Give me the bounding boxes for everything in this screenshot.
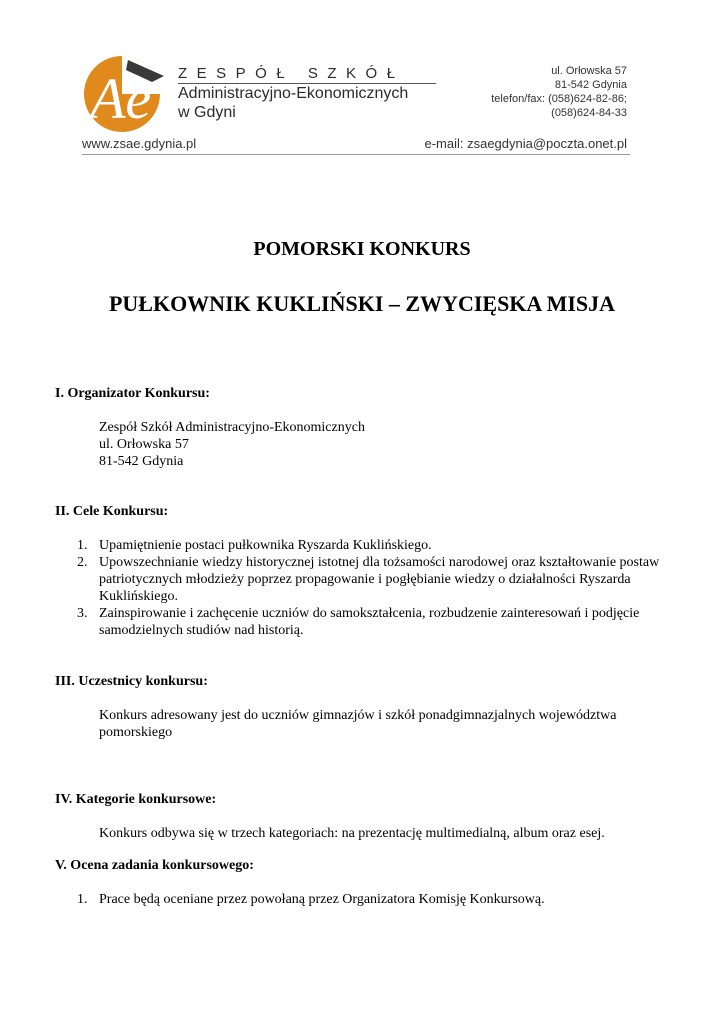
list-item-number: 1. bbox=[77, 892, 88, 907]
school-name-line3: w Gdyni bbox=[178, 104, 236, 121]
contact-city: 81-542 Gdynia bbox=[554, 79, 627, 91]
list-item-text: Prace będą oceniane przez powołaną przez Organizatora Komisję Konkursową. bbox=[99, 892, 545, 907]
section-3-heading: III. Uczestnicy konkursu: bbox=[55, 674, 208, 689]
website-link[interactable]: www.zsae.gdynia.pl bbox=[82, 136, 197, 151]
participants-text: Konkurs adresowany jest do uczniów gimnazjów i szkół ponadgimnazjalnych województwa pomorskiego bbox=[99, 708, 617, 740]
section-2-heading: II. Cele Konkursu: bbox=[55, 504, 169, 519]
list-item bbox=[77, 891, 677, 908]
list-item bbox=[77, 554, 677, 605]
section-4-heading: IV. Kategorie konkursowe: bbox=[55, 792, 217, 807]
school-name-line2: Administracyjno-Ekonomicznych bbox=[178, 85, 409, 102]
goals-list bbox=[77, 537, 677, 639]
list-item-number: 2. bbox=[77, 555, 88, 570]
school-name-top: ZESPÓŁ SZKÓŁ bbox=[178, 65, 405, 82]
list-item-number: 1. bbox=[77, 538, 88, 553]
categories-text: Konkurs odbywa się w trzech kategoriach: na prezentację multimedialną, album oraz esej. bbox=[99, 826, 605, 841]
organizer-address bbox=[99, 419, 365, 470]
list-item-text: Upamiętnienie postaci pułkownika Ryszarda Kuklińskiego. bbox=[99, 538, 432, 553]
section-5-heading: V. Ocena zadania konkursowego: bbox=[55, 858, 254, 873]
list-item-text: Zainspirowanie i zachęcenie uczniów do samokształcenia, rozbudzenie zainteresowań i podjęcie samodzielnych studiów nad historią. bbox=[99, 606, 640, 638]
section-1-heading: I. Organizator Konkursu: bbox=[55, 386, 210, 401]
organizer-name: Zespół Szkół Administracyjno-Ekonomicznych bbox=[99, 420, 365, 435]
letterhead bbox=[82, 52, 630, 158]
organizer-city: 81-542 Gdynia bbox=[99, 454, 184, 469]
school-name-rule bbox=[178, 83, 436, 84]
organizer-street: ul. Orłowska 57 bbox=[99, 437, 189, 452]
contact-block bbox=[491, 64, 627, 120]
list-item-text: Upowszechnianie wiedzy historycznej istotnej dla tożsamości narodowej oraz kształtowanie postaw patriotycznych młodzieży poprzez propagowanie i pogłębianie wiedzy o działalności Ryszarda Kuklińskiego. bbox=[99, 555, 660, 604]
contact-phone2: (058)624-84-33 bbox=[551, 107, 627, 119]
list-item-number: 3. bbox=[77, 606, 88, 621]
document-title: POMORSKI KONKURS bbox=[253, 238, 471, 260]
contact-phone: telefon/fax: (058)624-82-86; bbox=[491, 93, 627, 105]
list-item bbox=[77, 605, 677, 639]
document-subtitle: PUŁKOWNIK KUKLIŃSKI – ZWYCIĘSKA MISJA bbox=[108, 291, 616, 316]
email-link[interactable]: e-mail: zsaegdynia@poczta.onet.pl bbox=[424, 136, 627, 151]
list-item bbox=[77, 537, 677, 554]
school-logo bbox=[82, 54, 166, 134]
header-divider bbox=[82, 154, 630, 155]
contact-address: ul. Orłowska 57 bbox=[551, 65, 627, 77]
evaluation-list bbox=[77, 891, 677, 908]
logo-letters: Ae bbox=[90, 66, 152, 131]
